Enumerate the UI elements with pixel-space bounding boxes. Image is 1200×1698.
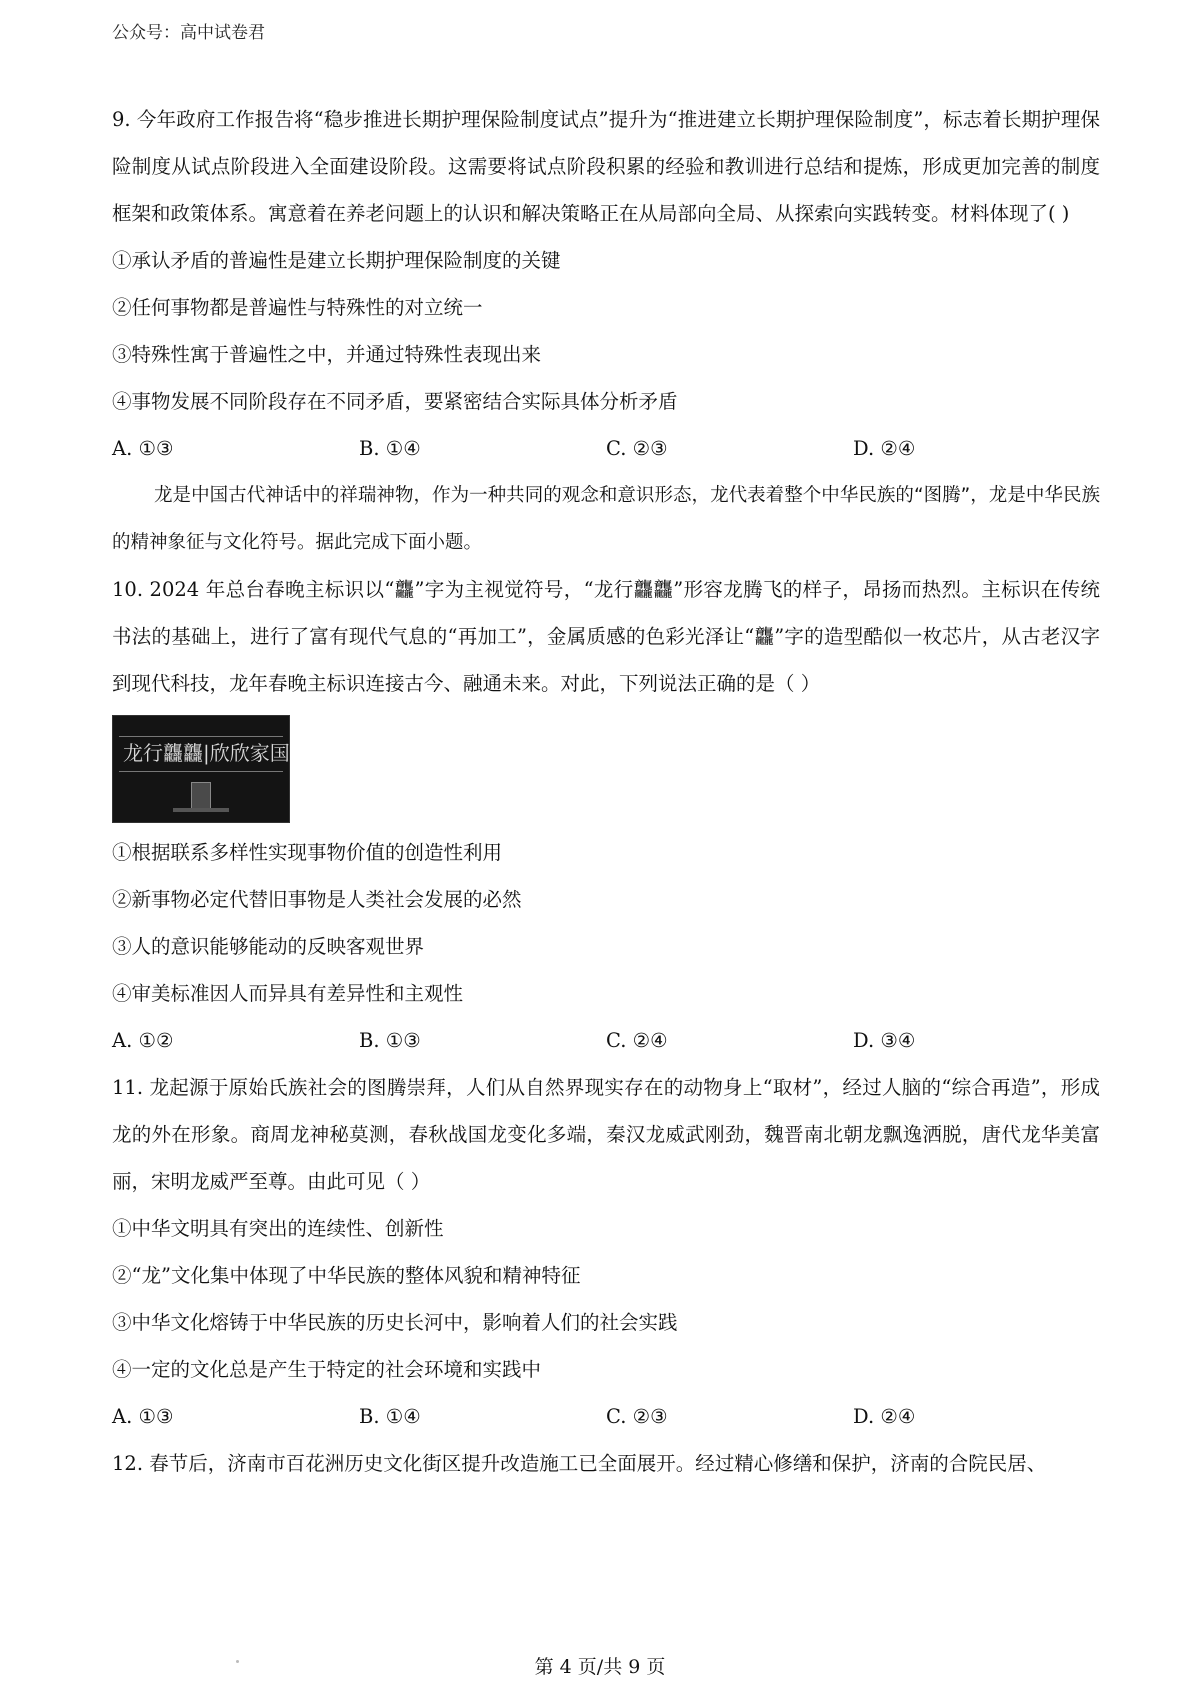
q11-choices [112, 1393, 1100, 1440]
q9-choice-c: C. ②③ [606, 437, 668, 460]
logo-emblem [191, 782, 211, 810]
logo-caption-bar [173, 808, 229, 812]
header-watermark: 公众号：高中试卷君 [112, 23, 265, 43]
q11-choice-b: B. ①④ [359, 1405, 421, 1428]
q11-item-3: ③中华文化熔铸于中华民族的历史长河中，影响着人们的社会实践 [112, 1311, 678, 1334]
q10-choice-b: B. ①③ [359, 1029, 421, 1052]
q12-stem: 12. 春节后，济南市百花洲历史文化街区提升改造施工已全面展开。经过精心修缮和保护，济南的合院民居、 [112, 1452, 1047, 1475]
q10-choice-a: A. ①② [112, 1029, 174, 1052]
q9-choices [112, 425, 1100, 472]
q10-stem: 10. 2024 年总台春晚主标识以“龘”字为主视觉符号，“龙行龘龘”形容龙腾飞的样子，昂扬而热烈。主标识在传统书法的基础上，进行了富有现代气息的“再加工”，金属质感的色彩光泽让“龘”字的造型酷似一枚芯片，从古老汉字到现代科技，龙年春晚主标识连接古今、融通未来。对此，下列说法正确的是（ ） [112, 578, 1100, 695]
q9-choice-d: D. ②④ [853, 437, 916, 460]
page-number: 第 4 页/共 9 页 [534, 1656, 666, 1678]
q11-item-4: ④一定的文化总是产生于特定的社会环境和实践中 [112, 1358, 542, 1381]
q9-item-2: ②任何事物都是普遍性与特殊性的对立统一 [112, 296, 483, 319]
q11-choice-a: A. ①③ [112, 1405, 174, 1428]
q11-stem: 11. 龙起源于原始氏族社会的图腾崇拜，人们从自然界现实存在的动物身上“取材”，经过人脑的“综合再造”，形成龙的外在形象。商周龙神秘莫测，春秋战国龙变化多端，秦汉龙威武刚劲，魏晋南北朝龙飘逸洒脱，唐代龙华美富丽，宋明龙威严至尊。由此可见（ ） [112, 1076, 1100, 1193]
q11-choice-d: D. ②④ [853, 1405, 916, 1428]
q10-item-2: ②新事物必定代替旧事物是人类社会发展的必然 [112, 888, 522, 911]
q9-item-4: ④事物发展不同阶段存在不同矛盾，要紧密结合实际具体分析矛盾 [112, 390, 678, 413]
gala-logo-image [112, 715, 290, 823]
q10-choice-c: C. ②④ [606, 1029, 668, 1052]
q9-stem: 9. 今年政府工作报告将“稳步推进长期护理保险制度试点”提升为“推进建立长期护理保险制度”，标志着长期护理保险制度从试点阶段进入全面建设阶段。这需要将试点阶段积累的经验和教训进行总结和提炼，形成更加完善的制度框架和政策体系。寓意着在养老问题上的认识和解决策略正在从局部向全局、从探索向实践转变。材料体现了( ) [112, 108, 1100, 225]
page-content [112, 96, 1100, 1487]
q10-item-4: ④审美标准因人而异具有差异性和主观性 [112, 982, 464, 1005]
q11-choice-c: C. ②③ [606, 1405, 668, 1428]
q11-item-2: ②“龙”文化集中体现了中华民族的整体风貌和精神特征 [112, 1264, 581, 1287]
q10-choice-d: D. ③④ [853, 1029, 916, 1052]
logo-text: 龙行龘龘|欣欣家国 [123, 741, 290, 765]
material-intro: 龙是中国古代神话中的祥瑞神物，作为一种共同的观念和意识形态，龙代表着整个中华民族的“图腾”，龙是中华民族的精神象征与文化符号。据此完成下面小题。 [112, 485, 1100, 553]
q10-item-1: ①根据联系多样性实现事物价值的创造性利用 [112, 841, 503, 864]
q9-item-1: ①承认矛盾的普遍性是建立长期护理保险制度的关键 [112, 249, 561, 272]
q9-choice-a: A. ①③ [112, 437, 174, 460]
q10-item-3: ③人的意识能够能动的反映客观世界 [112, 935, 425, 958]
q10-choices [112, 1017, 1100, 1064]
q9-item-3: ③特殊性寓于普遍性之中，并通过特殊性表现出来 [112, 343, 542, 366]
q11-item-1: ①中华文明具有突出的连续性、创新性 [112, 1217, 444, 1240]
q9-choice-b: B. ①④ [359, 437, 421, 460]
